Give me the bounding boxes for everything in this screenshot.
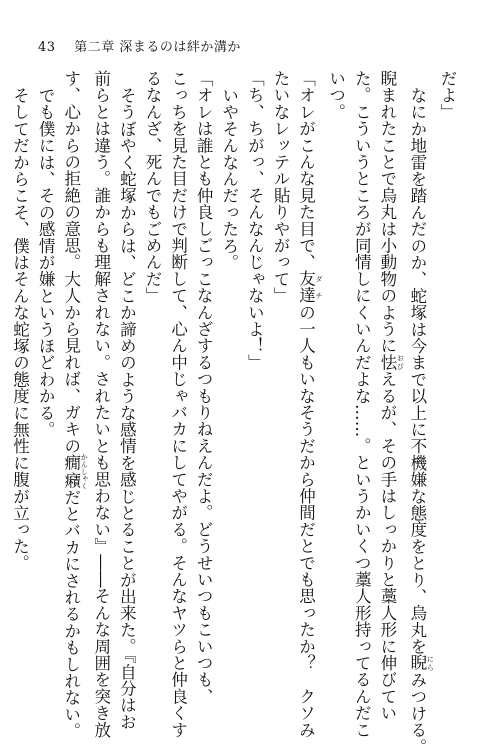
text-line: いつ。 — [326, 70, 346, 121]
chapter-label: 第二章 — [74, 40, 115, 55]
text-line: た。こういうところが同情しにくいんだよな……。というかいくつ藁人形持ってるんだこ — [352, 70, 372, 738]
running-header — [38, 36, 241, 55]
text-line: そうぼやく蛇塚からは、どこか諦めのような感情を感じとることが出来た。『自分はお — [117, 86, 137, 730]
text-line: たいなレッテル貼りやがって」 — [270, 70, 290, 304]
text-line: そしてだからこそ、僕はそんな蛇塚の態度に無性に腹が立った。 — [10, 86, 30, 571]
ruby-annotation: 睨 にら — [407, 654, 435, 672]
vertical-body-text — [10, 70, 460, 755]
text-line: こっちを見た目だけで判断して、心ん中じゃバカにしてやがる。そんなヤツらと仲良くす — [168, 70, 188, 738]
text-line: だよ」 — [438, 70, 457, 121]
text-line: 「オレは誰とも仲良しごっこなんざするつもりねえんだよ。どうせいつもこいつも、 — [194, 70, 214, 705]
text-line: 「ち、ちがっ、そんなんじゃないよ！」 — [245, 70, 265, 371]
text-line: 「オレがこんな見た目で、友達 ダチの一人もいなそうだから仲間だとでも思ったか？ クソみ — [296, 70, 324, 739]
ruby-annotation: 友達 ダチ — [296, 270, 324, 304]
text-line: す、心からの拒絶の意思。大人から見れば、ガキの癇癪 かんしゃくだとバカにされるかもしれない。 — [61, 70, 89, 740]
ruby-annotation: 癇癪 かんしゃく — [61, 453, 89, 490]
text-line: 前らとは違う。誰からも理解されない。されたいとも思わない』――そんな周囲を突き放 — [91, 70, 111, 738]
page-number: 43 — [38, 40, 56, 55]
text-line: でも僕には、その感情が嫌というほどわかる。 — [36, 86, 56, 438]
text-line: なにか地雷を踏んだのか、蛇塚は今まで以上に不機嫌な態度をとり、烏丸を睨 にらみつける。 — [407, 86, 435, 755]
text-line: るなんざ、死んでもごめんだ」 — [142, 70, 162, 304]
chapter-title: 深まるのは絆か溝か — [119, 40, 241, 55]
ruby-annotation: 怯 おび — [377, 353, 405, 371]
text-line: 睨まれたことで烏丸は小動物のように怯 おびえるが、その手はしっかりと藁人形に伸びてい — [377, 70, 405, 722]
text-line: いやそんなんだったろ。 — [219, 86, 239, 271]
